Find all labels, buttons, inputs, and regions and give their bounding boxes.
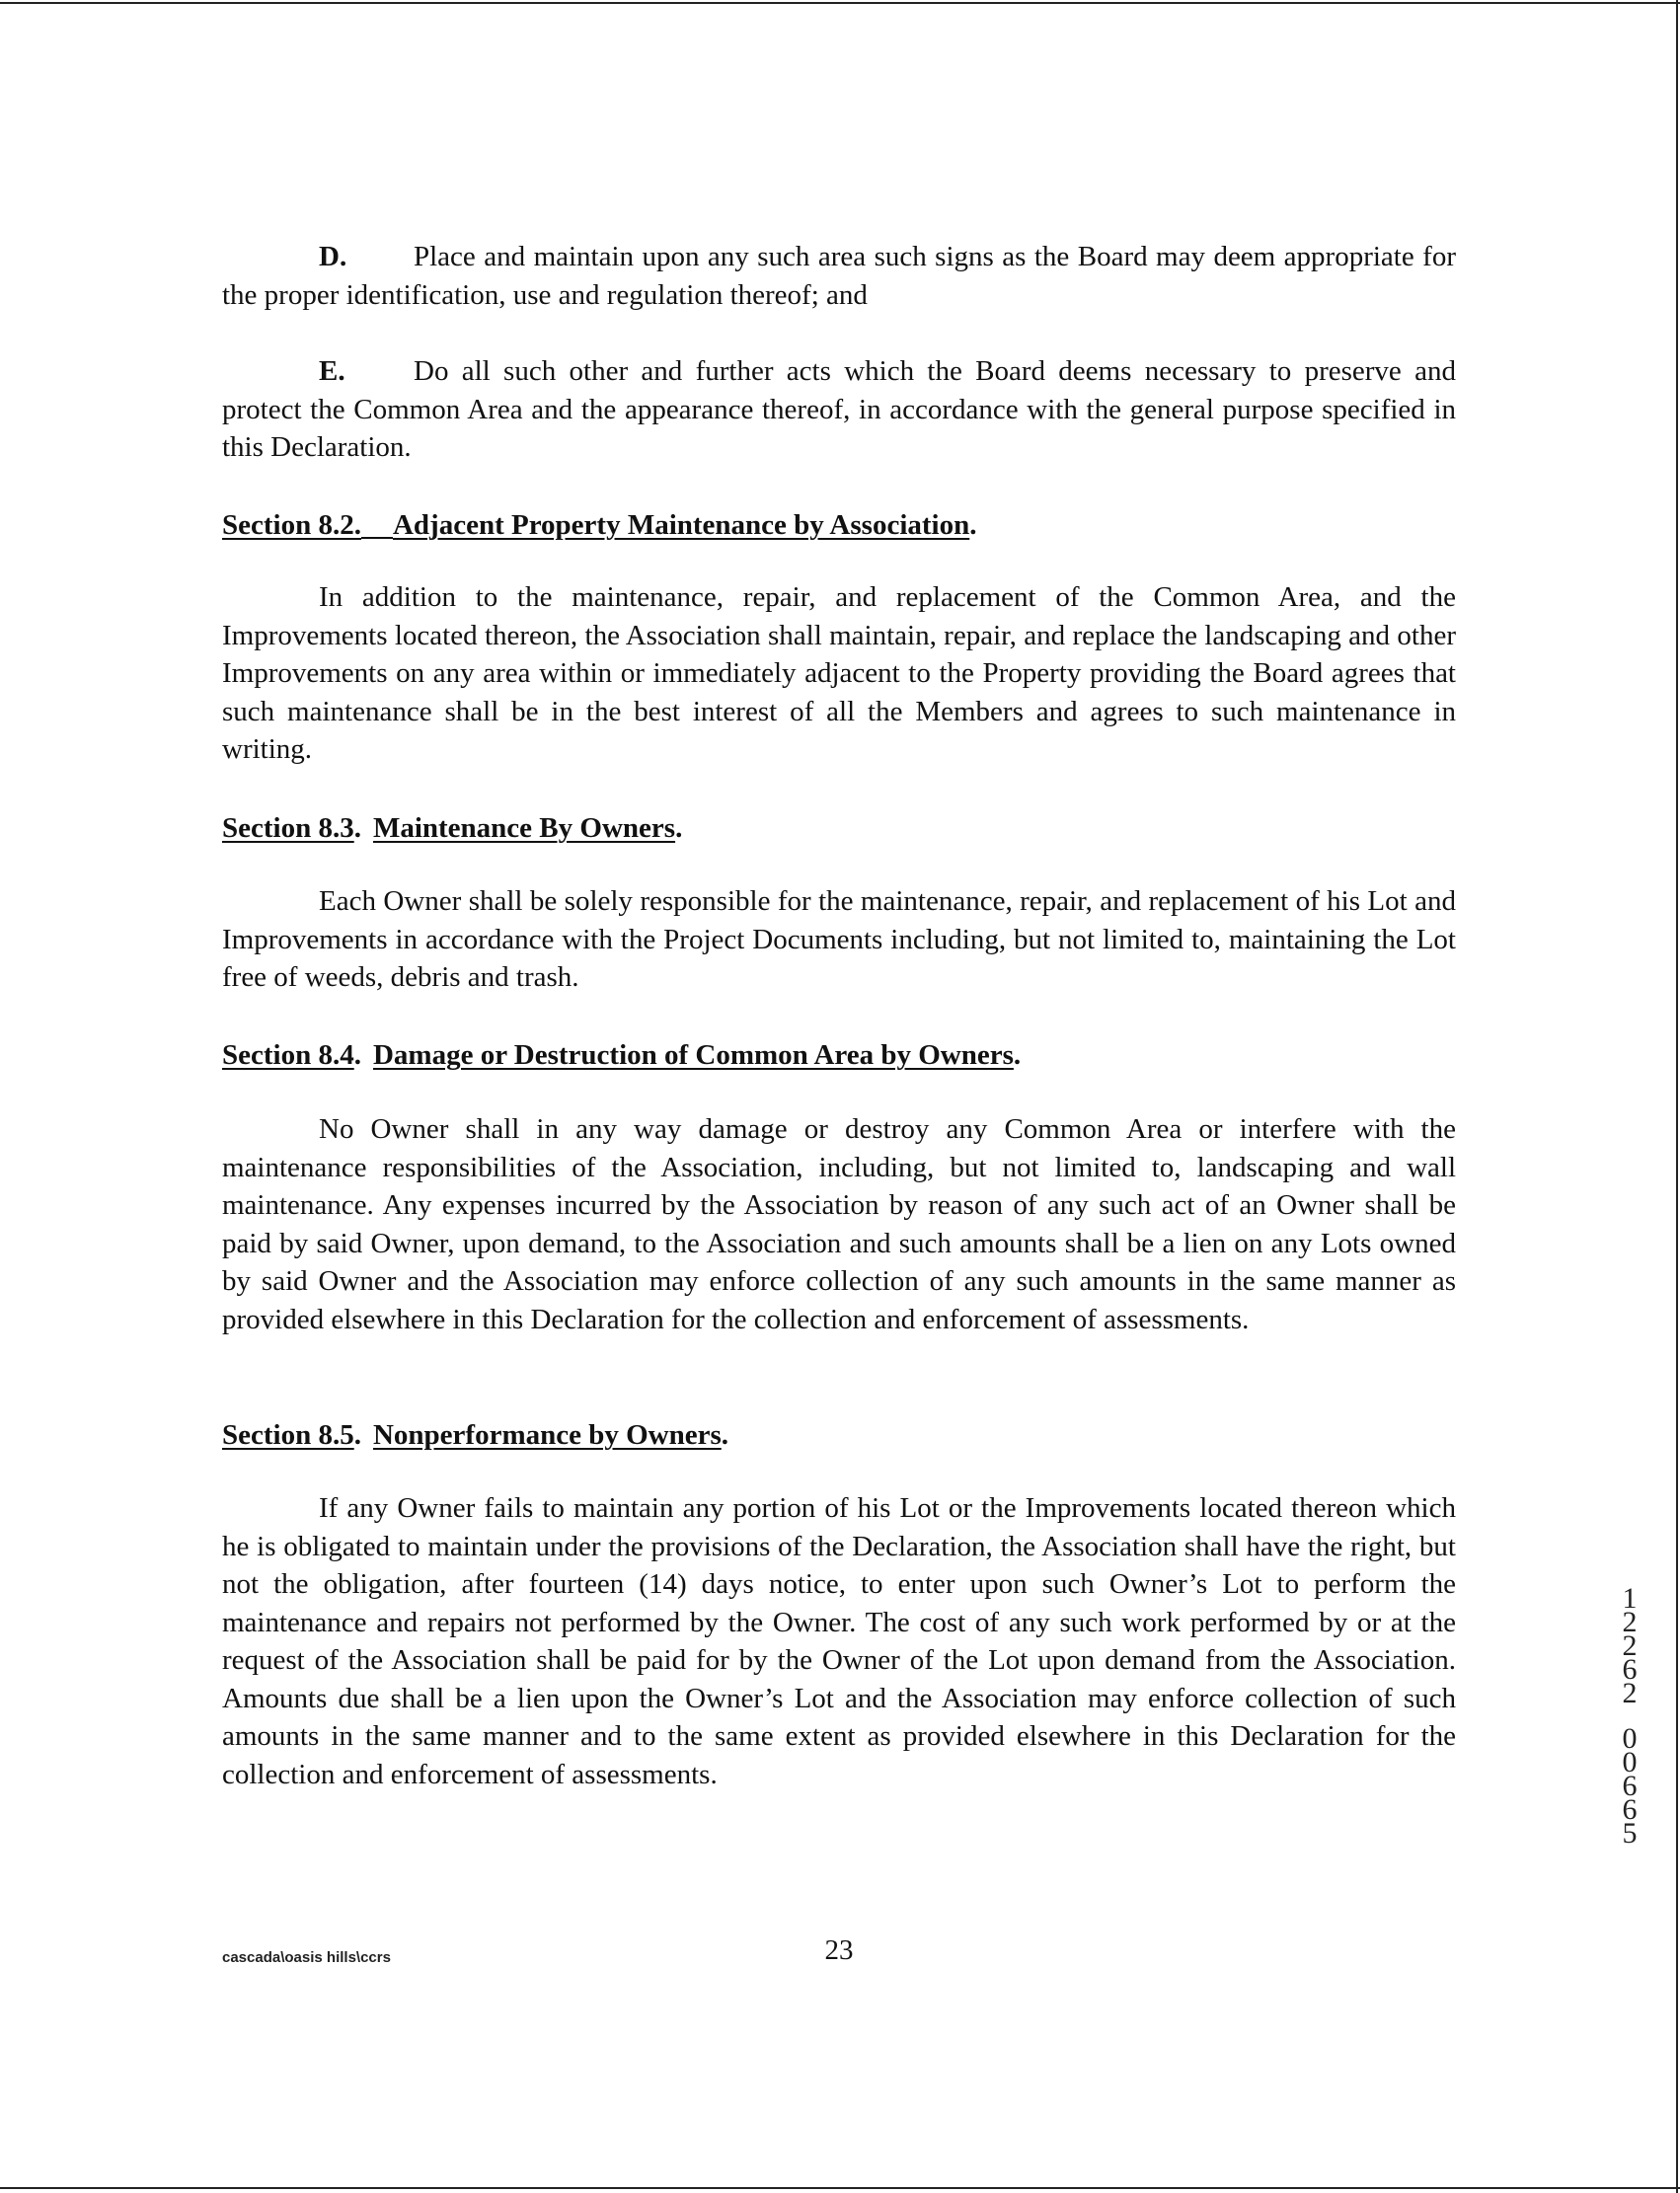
section-8-5-period: .: [721, 1419, 729, 1451]
section-8-2-period: .: [969, 509, 977, 541]
stamp-char: 1: [1622, 1582, 1638, 1615]
section-8-5-number-period: .: [353, 1419, 361, 1451]
section-8-3-body: Each Owner shall be solely responsible for the maintenance, repair, and replacement of his Lot and Improvements in accordance with the Project Documents including, but not limited to, maintaining the Lot free of weeds, debris and trash.: [222, 885, 1456, 993]
scan-edge-bottom: [0, 2187, 1680, 2189]
section-8-4-heading: [222, 1036, 1021, 1074]
section-8-4-period: .: [1013, 1039, 1022, 1071]
section-8-3-number: Section 8.3: [222, 812, 354, 844]
section-8-2-body: In addition to the maintenance, repair, and replacement of the Common Area, and the Improvements located thereon, the Association shall maintain, repair, and replace the landscaping and other Improvements on any area within or immediately adjacent to the Property providing the Board agrees that such maintenance shall be in the best interest of all the Members and agrees to such maintenance in writing.: [222, 581, 1456, 765]
section-8-4-number-period: .: [353, 1039, 361, 1071]
stamp-char: 6: [1622, 1770, 1638, 1802]
page-number: 23: [824, 1934, 854, 1966]
section-8-2-number: Section 8.2.: [222, 509, 361, 541]
section-8-4-number: Section 8.4: [222, 1039, 354, 1071]
recording-number-stamp: [1615, 1582, 1644, 1850]
stamp-char: 6: [1622, 1653, 1638, 1686]
item-e-paragraph: [222, 352, 1456, 467]
item-d-text: Place and maintain upon any such area such signs as the Board may deem appropriate for the proper identification, use and regulation thereof; and: [222, 241, 1456, 311]
section-8-5-body: If any Owner fails to maintain any portion of his Lot or the Improvements located thereon which he is obligated to maintain under the provisions of the Declaration, the Association shall have the right, but not the obligation, after fourteen (14) days notice, to enter upon such Owner’s Lot to perform the maintenance and repairs not performed by the Owner. The cost of any such work performed by or at the request of the Association shall be paid for by the Owner of the Lot upon demand from the Association. Amounts due shall be a lien upon the Owner’s Lot and the Association may enforce collection of such amounts in the same manner and to the same extent as provided elsewhere in this Declaration for the collection and enforcement of assessments.: [222, 1492, 1456, 1790]
section-8-2-heading: [222, 506, 976, 544]
section-8-5-heading: [222, 1416, 728, 1454]
stamp-char: 5: [1622, 1817, 1638, 1850]
stamp-char: 6: [1622, 1793, 1638, 1826]
section-8-5-title: Nonperformance by Owners: [372, 1419, 722, 1451]
stamp-char: 2: [1622, 1629, 1638, 1662]
scan-edge-top: [0, 2, 1680, 4]
section-8-2-title: Adjacent Property Maintenance by Association: [392, 509, 970, 541]
section-8-4-title: Damage or Destruction of Common Area by Owners: [372, 1039, 1014, 1071]
section-8-3-period: .: [675, 812, 683, 844]
section-8-3-number-period: .: [353, 812, 361, 844]
section-8-5-number: Section 8.5: [222, 1419, 354, 1451]
section-8-3-heading: [222, 809, 682, 847]
item-e-letter: E.: [319, 355, 345, 387]
section-8-4-body: No Owner shall in any way damage or destroy any Common Area or interfere with the maintenance responsibilities of the Association, including, but not limited to, landscaping and wall maintenance. Any expenses incurred by the Association by reason of any such act of an Owner shall be paid by said Owner, upon demand, to the Association and such amounts shall be a lien on any Lots owned by said Owner and the Association may enforce collection of any such amounts in the same manner as provided elsewhere in this Declaration for the collection and enforcement of assessments.: [222, 1113, 1456, 1335]
section-8-3-title: Maintenance By Owners: [372, 812, 676, 844]
stamp-char: 2: [1622, 1606, 1638, 1638]
footer-file-path: cascada\oasis hills\ccrs: [222, 1949, 391, 1966]
item-d-letter: D.: [319, 241, 347, 272]
stamp-char: 0: [1622, 1746, 1638, 1778]
scan-edge-right: [1676, 0, 1678, 2193]
stamp-char: 2: [1622, 1677, 1638, 1709]
item-d-paragraph: [222, 238, 1456, 314]
item-e-text: Do all such other and further acts which the Board deems necessary to preserve and protect the Common Area and the appearance thereof, in accordance with the general purpose specified in this Declaration.: [222, 355, 1456, 463]
stamp-char: 0: [1622, 1722, 1638, 1755]
